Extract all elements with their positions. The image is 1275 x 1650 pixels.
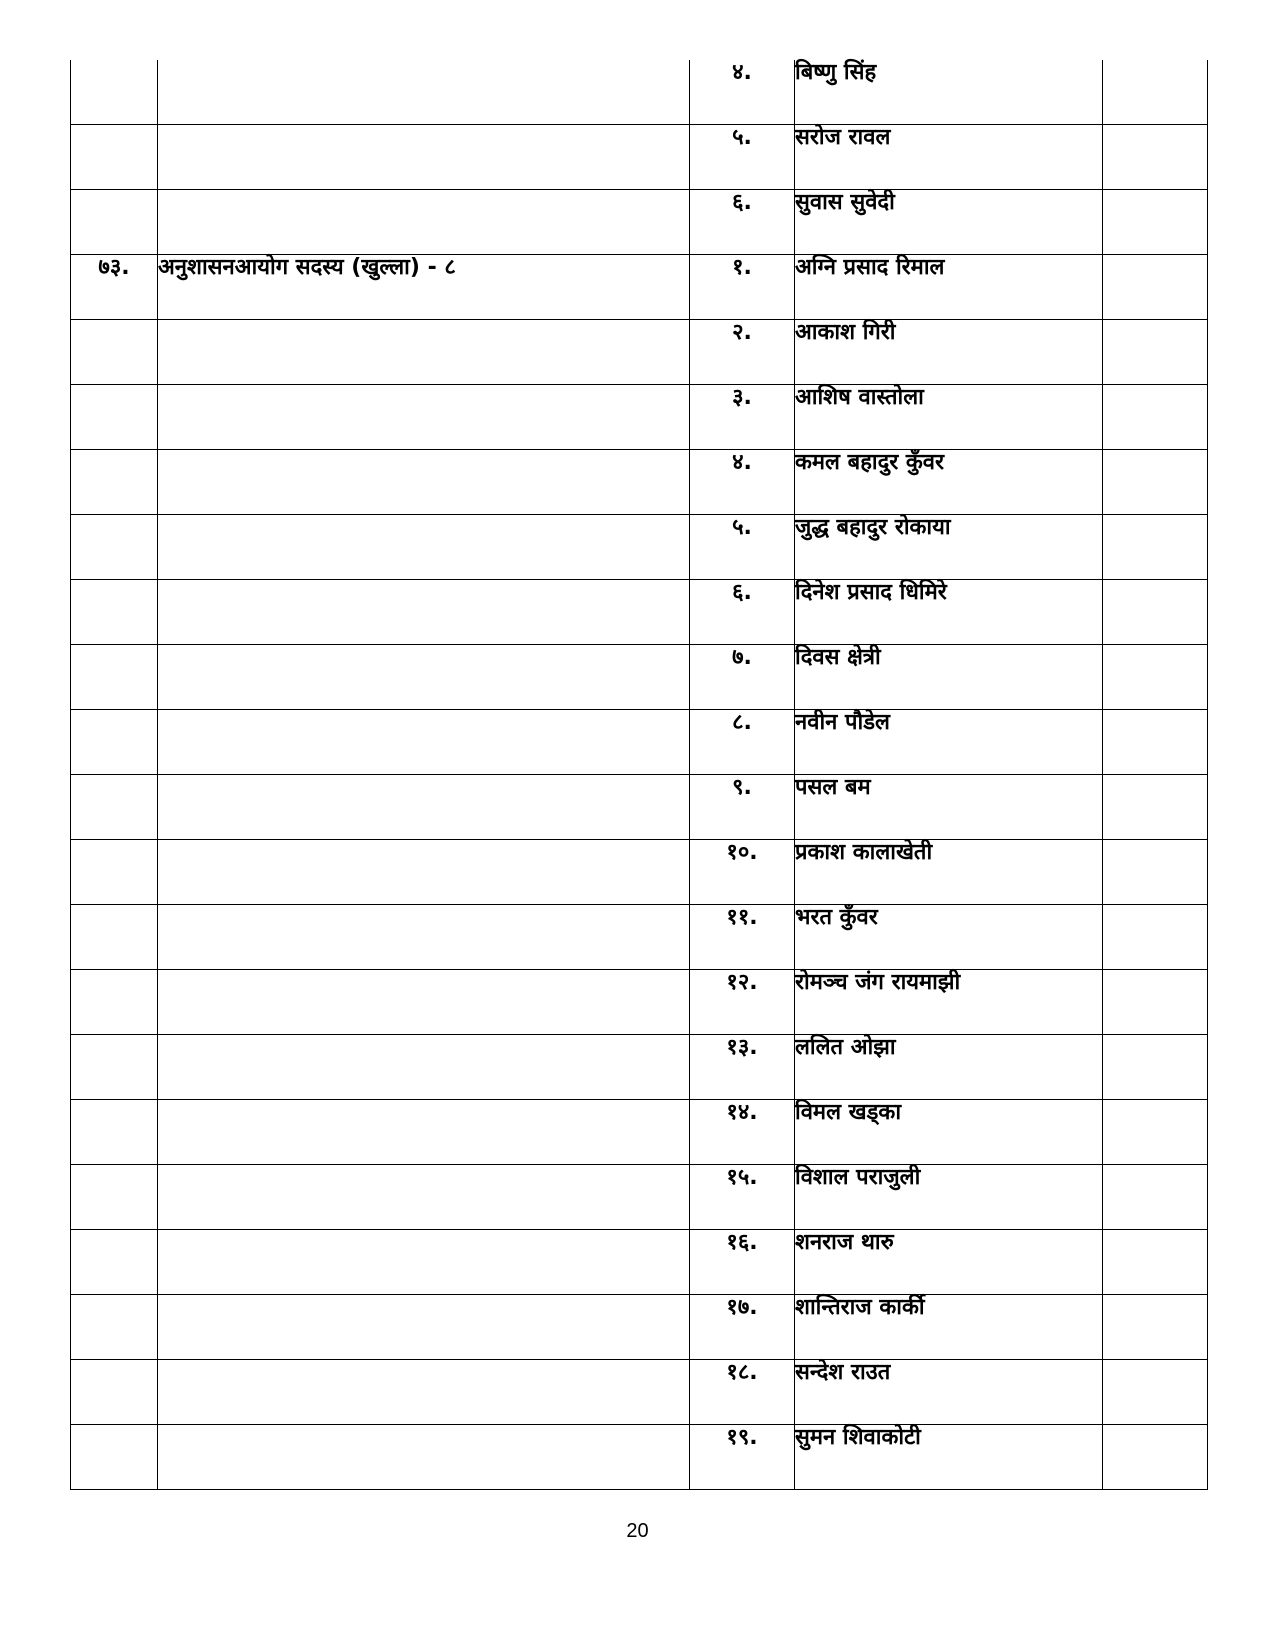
candidate-name-cell: अग्नि प्रसाद रिमाल <box>795 255 1103 320</box>
candidate-table <box>70 60 1208 1490</box>
post-name-cell <box>158 580 690 645</box>
serial-number-cell <box>71 1165 158 1230</box>
candidate-name-cell: शान्तिराज कार्की <box>795 1295 1103 1360</box>
candidate-name-cell: सुवास सुवेदी <box>795 190 1103 255</box>
candidate-number-cell: ६. <box>690 190 795 255</box>
serial-number-cell <box>71 970 158 1035</box>
post-name-cell <box>158 1165 690 1230</box>
candidate-number-cell: ११. <box>690 905 795 970</box>
table-row <box>71 190 1208 255</box>
post-name-cell <box>158 710 690 775</box>
table-row <box>71 1295 1208 1360</box>
post-name-cell <box>158 320 690 385</box>
table-row <box>71 255 1208 320</box>
table-row <box>71 60 1208 125</box>
candidate-number-cell: २. <box>690 320 795 385</box>
candidate-name-cell: ललित ओझा <box>795 1035 1103 1100</box>
candidate-number-cell: ४. <box>690 60 795 125</box>
remarks-cell <box>1103 970 1208 1035</box>
candidate-number-cell: ५. <box>690 515 795 580</box>
serial-number-cell <box>71 1230 158 1295</box>
post-name-cell <box>158 840 690 905</box>
post-name-cell <box>158 1295 690 1360</box>
remarks-cell <box>1103 580 1208 645</box>
serial-number-cell <box>71 710 158 775</box>
candidate-number-cell: ३. <box>690 385 795 450</box>
table-row <box>71 1100 1208 1165</box>
remarks-cell <box>1103 1295 1208 1360</box>
serial-number-cell <box>71 645 158 710</box>
remarks-cell <box>1103 190 1208 255</box>
candidate-name-cell: रोमञ्च जंग रायमाझी <box>795 970 1103 1035</box>
remarks-cell <box>1103 125 1208 190</box>
post-name-cell <box>158 970 690 1035</box>
serial-number-cell <box>71 515 158 580</box>
serial-number-cell <box>71 1100 158 1165</box>
candidate-table-body <box>71 60 1208 1490</box>
remarks-cell <box>1103 320 1208 385</box>
remarks-cell <box>1103 905 1208 970</box>
remarks-cell <box>1103 255 1208 320</box>
candidate-name-cell: प्रकाश कालाखेती <box>795 840 1103 905</box>
candidate-number-cell: ५. <box>690 125 795 190</box>
table-row <box>71 710 1208 775</box>
candidate-name-cell: जुद्ध बहादुर रोकाया <box>795 515 1103 580</box>
candidate-number-cell: १४. <box>690 1100 795 1165</box>
candidate-number-cell: १५. <box>690 1165 795 1230</box>
candidate-name-cell: दिनेश प्रसाद धिमिरे <box>795 580 1103 645</box>
post-name-cell <box>158 1100 690 1165</box>
candidate-number-cell: ८. <box>690 710 795 775</box>
table-row <box>71 645 1208 710</box>
serial-number-cell <box>71 1425 158 1490</box>
serial-number-cell <box>71 190 158 255</box>
candidate-name-cell: पसल बम <box>795 775 1103 840</box>
candidate-number-cell: ९. <box>690 775 795 840</box>
candidate-name-cell: विशाल पराजुली <box>795 1165 1103 1230</box>
post-name-cell <box>158 515 690 580</box>
serial-number-cell <box>71 125 158 190</box>
candidate-name-cell: सरोज रावल <box>795 125 1103 190</box>
post-name-cell <box>158 905 690 970</box>
table-row <box>71 840 1208 905</box>
serial-number-cell: ७३. <box>71 255 158 320</box>
post-name-cell <box>158 1425 690 1490</box>
serial-number-cell <box>71 385 158 450</box>
post-name-cell <box>158 1035 690 1100</box>
page-number: 20 <box>626 1520 649 1542</box>
post-name-cell <box>158 125 690 190</box>
candidate-number-cell: १०. <box>690 840 795 905</box>
table-row <box>71 1165 1208 1230</box>
post-name-cell: अनुशासनआयोग सदस्य (खुल्ला) - ८ <box>158 255 690 320</box>
candidate-number-cell: १९. <box>690 1425 795 1490</box>
serial-number-cell <box>71 1035 158 1100</box>
serial-number-cell <box>71 1360 158 1425</box>
post-name-cell <box>158 190 690 255</box>
candidate-number-cell: ४. <box>690 450 795 515</box>
candidate-name-cell: सुमन शिवाकोटी <box>795 1425 1103 1490</box>
table-row <box>71 1230 1208 1295</box>
serial-number-cell <box>71 840 158 905</box>
remarks-cell <box>1103 1425 1208 1490</box>
table-row <box>71 1035 1208 1100</box>
table-row <box>71 775 1208 840</box>
candidate-name-cell: बिष्णु सिंह <box>795 60 1103 125</box>
table-row <box>71 125 1208 190</box>
serial-number-cell <box>71 775 158 840</box>
remarks-cell <box>1103 710 1208 775</box>
remarks-cell <box>1103 385 1208 450</box>
candidate-number-cell: १२. <box>690 970 795 1035</box>
remarks-cell <box>1103 515 1208 580</box>
post-name-cell <box>158 450 690 515</box>
candidate-number-cell: १८. <box>690 1360 795 1425</box>
table-row <box>71 905 1208 970</box>
candidate-number-cell: १. <box>690 255 795 320</box>
candidate-number-cell: ६. <box>690 580 795 645</box>
candidate-name-cell: शनराज थारु <box>795 1230 1103 1295</box>
remarks-cell <box>1103 645 1208 710</box>
candidate-name-cell: कमल बहादुर कुँवर <box>795 450 1103 515</box>
candidate-name-cell: दिवस क्षेत्री <box>795 645 1103 710</box>
remarks-cell <box>1103 60 1208 125</box>
candidate-name-cell: विमल खड्का <box>795 1100 1103 1165</box>
remarks-cell <box>1103 450 1208 515</box>
remarks-cell <box>1103 775 1208 840</box>
post-name-cell <box>158 1360 690 1425</box>
serial-number-cell <box>71 320 158 385</box>
candidate-number-cell: १६. <box>690 1230 795 1295</box>
serial-number-cell <box>71 1295 158 1360</box>
remarks-cell <box>1103 1100 1208 1165</box>
table-row <box>71 970 1208 1035</box>
post-name-cell <box>158 1230 690 1295</box>
candidate-name-cell: आकाश गिरी <box>795 320 1103 385</box>
serial-number-cell <box>71 580 158 645</box>
table-row <box>71 1360 1208 1425</box>
remarks-cell <box>1103 1035 1208 1100</box>
post-name-cell <box>158 645 690 710</box>
serial-number-cell <box>71 60 158 125</box>
table-row <box>71 450 1208 515</box>
post-name-cell <box>158 60 690 125</box>
table-row <box>71 1425 1208 1490</box>
table-row <box>71 320 1208 385</box>
remarks-cell <box>1103 1165 1208 1230</box>
candidate-name-cell: आशिष वास्तोला <box>795 385 1103 450</box>
candidate-name-cell: सन्देश राउत <box>795 1360 1103 1425</box>
table-row <box>71 580 1208 645</box>
remarks-cell <box>1103 1360 1208 1425</box>
table-row <box>71 515 1208 580</box>
candidate-name-cell: भरत कुँवर <box>795 905 1103 970</box>
candidate-number-cell: १३. <box>690 1035 795 1100</box>
post-name-cell <box>158 775 690 840</box>
serial-number-cell <box>71 905 158 970</box>
remarks-cell <box>1103 840 1208 905</box>
candidate-number-cell: १७. <box>690 1295 795 1360</box>
table-row <box>71 385 1208 450</box>
remarks-cell <box>1103 1230 1208 1295</box>
post-name-cell <box>158 385 690 450</box>
serial-number-cell <box>71 450 158 515</box>
candidate-name-cell: नवीन पौडेल <box>795 710 1103 775</box>
candidate-number-cell: ७. <box>690 645 795 710</box>
